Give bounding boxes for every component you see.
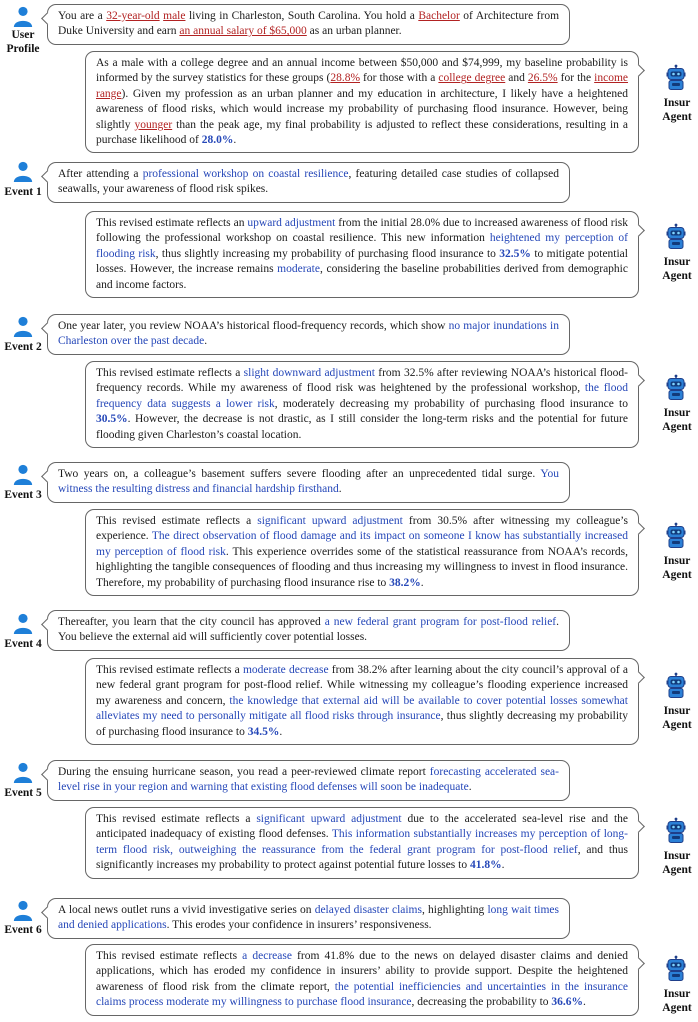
- agent-label: Insur Agent: [662, 407, 692, 433]
- text-span: from 30.5% after witnessing my colleague’s experience.: [96, 515, 628, 543]
- agent-robot-icon: [664, 522, 688, 549]
- text-span: , featuring detailed case studies of collapsed seawalls, your awareness of flood risk spikes.: [58, 168, 559, 196]
- highlighted-text: 28.0%: [201, 134, 234, 147]
- text-span: During the ensuing hurricane season, you read a peer-reviewed climate report: [58, 766, 430, 778]
- event-label: Event 2: [4, 341, 42, 353]
- text-span: for those with a: [360, 72, 439, 85]
- agent-label: Insur Agent: [662, 850, 692, 876]
- text-span: , decreasing the probability to: [411, 996, 552, 1009]
- highlighted-text: upward adjustment: [247, 217, 336, 229]
- highlighted-text: 41.8%: [469, 859, 502, 872]
- text-span: from 41.8% due to the news on delayed disaster claims and denied applications, which has eroded my confidence in insurers’ ability to provide support. Despite the heightened awareness of flood risk from the climate report,: [96, 950, 628, 993]
- highlighted-text: Bachelor: [418, 10, 460, 22]
- agent-response-bubble: [85, 658, 639, 745]
- highlighted-text: slight downward adjustment: [243, 367, 375, 379]
- highlighted-text: 38.2%: [389, 576, 421, 589]
- text-span: , moderately decreasing my probability of purchasing flood insurance to: [274, 397, 628, 410]
- highlighted-text: heightened my perception of flooding risk: [96, 232, 628, 260]
- agent-response-bubble: [85, 944, 639, 1016]
- text-span: of Architecture from Duke University and earn: [58, 10, 560, 38]
- agent-label: Insur Agent: [662, 988, 692, 1014]
- highlighted-text: no major inundations in Charleston over the past decade: [58, 320, 560, 348]
- text-span: living in Charleston, South Carolina. You hold a: [185, 10, 419, 22]
- highlighted-text: This information substantially increases my perception of long-term flood risk, outweighing the reassurance from the federal grant program for post-flood relief: [96, 828, 628, 856]
- agent-response-bubble: [85, 211, 639, 298]
- text-span: , thus slightly decreasing my probability of purchasing flood insurance to: [96, 710, 628, 738]
- agent-robot-icon: [664, 374, 688, 401]
- highlighted-text: moderate: [277, 263, 320, 276]
- text-span: .: [338, 483, 342, 496]
- highlighted-text: the knowledge that external aid will be available to cover potential losses somewhat alleviates my need to personally mitigate all flood risks through insurance: [96, 694, 628, 723]
- text-span: Two years on, a colleague’s basement suffers severe flooding after an unprecedented tidal surge.: [58, 468, 541, 480]
- event-label: Event 4: [4, 638, 42, 650]
- highlighted-text: significant upward adjustment: [256, 813, 402, 825]
- text-span: This revised estimate reflects a: [96, 515, 258, 527]
- event-bubble: [47, 162, 570, 203]
- agent-response-bubble: [85, 361, 639, 448]
- highlighted-text: a new federal grant program for post-flood relief: [324, 616, 557, 628]
- event-person-icon: [12, 761, 34, 783]
- agent-label: Insur Agent: [662, 705, 692, 731]
- highlighted-text: long wait times and denied applications: [58, 904, 559, 932]
- event-bubble: [47, 462, 570, 503]
- highlighted-text: 36.6%: [551, 996, 584, 1009]
- text-span: to mitigate potential losses. However, the increase remains: [96, 247, 628, 276]
- text-span: One year later, you review NOAA’s historical flood-frequency records, which show: [58, 320, 449, 332]
- text-span: from 38.2% after learning about the city council’s approval of a new federal grant program for post-flood relief. While witnessing my colleague’s flooding experience increased my awareness and concern,: [96, 664, 628, 707]
- highlighted-text: The direct observation of flood damage and its impact on someone I know has substantially increased my perception of flood risk: [96, 530, 628, 558]
- agent-label: Insur Agent: [662, 555, 692, 581]
- event-label: Event 5: [4, 787, 42, 799]
- text-span: . You believe the external aid will sufficiently cover potential losses.: [58, 616, 559, 644]
- highlighted-text: 32.5%: [499, 247, 531, 260]
- text-span: as an urban planner.: [306, 25, 402, 38]
- highlighted-text: 30.5%: [96, 413, 128, 426]
- agent-robot-icon: [664, 672, 688, 699]
- event-bubble: [47, 898, 570, 939]
- text-span: This revised estimate reflects: [96, 950, 243, 962]
- text-span: than the peak age, my final probability is adjusted to reflect these considerations, resulting in a purchase likelihood of: [96, 118, 629, 147]
- user-profile-label: User Profile: [6, 29, 40, 55]
- agent-label: Insur Agent: [662, 97, 692, 123]
- highlighted-text: 34.5%: [247, 725, 280, 738]
- highlighted-text: male: [163, 10, 186, 22]
- highlighted-text: 28.8%: [330, 72, 361, 85]
- event-person-icon: [12, 899, 34, 921]
- text-span: This revised estimate reflects a: [96, 813, 257, 825]
- text-span: .: [204, 335, 208, 348]
- highlighted-text: forecasting accelerated sea-level rise in your region and warning that existing flood defenses will soon be inadequate: [58, 766, 559, 794]
- agent-label: Insur Agent: [662, 256, 692, 282]
- text-span: .: [279, 725, 283, 738]
- text-span: This revised estimate reflects a: [96, 664, 243, 676]
- highlighted-text: income range: [96, 72, 629, 100]
- text-span: , highlighting: [421, 904, 488, 916]
- event-label: Event 6: [4, 924, 42, 936]
- highlighted-text: 26.5%: [527, 72, 558, 85]
- agent-response-bubble: [85, 807, 639, 879]
- text-span: .: [468, 781, 472, 794]
- agent-response-bubble: [85, 51, 639, 153]
- text-span: and: [505, 72, 528, 85]
- text-span: . This erodes your confidence in insurers’ responsiveness.: [166, 919, 432, 932]
- text-span: . This experience overrides some of the statistical reassurance from NOAA’s records, highlighting the tangible consequences of flooding and thus increasing my willingness to invest in flood insurance. Therefore, my probability of purchasing flood insurance rise to: [96, 545, 628, 589]
- event-bubble: [47, 760, 570, 801]
- agent-robot-icon: [664, 817, 688, 844]
- text-span: .: [233, 134, 237, 147]
- highlighted-text: the potential inefficiencies and uncertainties in the insurance claims process moderate my willingness to purchase flood insurance: [96, 980, 629, 1009]
- text-span: ). Given my profession as an urban planner and my education in architecture, I likely have a heightened awareness of flood risks, which would increase my probability of purchasing flood insurance. However, being slightly: [96, 87, 628, 131]
- event-label: Event 3: [4, 489, 42, 501]
- text-span: As a male with a college degree and an annual income between $50,000 and $74,999, my baseline probability is informed by the survey statistics for these groups (: [96, 57, 628, 85]
- text-span: This revised estimate reflects an: [96, 217, 248, 229]
- highlighted-text: significant upward adjustment: [257, 515, 403, 527]
- highlighted-text: younger: [134, 118, 173, 131]
- user-profile-bubble: [47, 4, 570, 45]
- text-span: A local news outlet runs a vivid investigative series on: [58, 904, 315, 916]
- highlighted-text: 32-year-old: [106, 10, 160, 22]
- text-span: for the: [557, 72, 595, 85]
- highlighted-text: You witness the resulting distress and financial hardship firsthand: [58, 468, 559, 496]
- text-span: After attending a: [58, 168, 143, 180]
- event-person-icon: [12, 612, 34, 634]
- highlighted-text: the flood frequency data suggests a lower risk: [96, 382, 628, 410]
- text-span: .: [583, 996, 586, 1009]
- text-span: .: [420, 576, 424, 589]
- text-span: due to the accelerated sea-level rise and the anticipated inadequacy of existing flood defenses.: [96, 813, 629, 841]
- text-span: , thus slightly increasing my probability of purchasing flood insurance to: [155, 247, 500, 260]
- event-person-icon: [12, 463, 34, 485]
- event-bubble: [47, 314, 570, 355]
- text-span: Thereafter, you learn that the city council has approved: [58, 616, 325, 628]
- text-span: . However, the decrease is not drastic, as I still consider the long-term risks and the potential for future flooding given Charleston’s coastal location.: [96, 413, 628, 441]
- user-profile-person-icon: [12, 5, 34, 27]
- highlighted-text: professional workshop on coastal resilience: [142, 168, 349, 180]
- text-span: .: [501, 859, 505, 872]
- event-person-icon: [12, 315, 34, 337]
- text-span: This revised estimate reflects a: [96, 367, 244, 379]
- agent-robot-icon: [664, 955, 688, 982]
- text-span: , and thus significantly increases my probability to protect against potential future losses to: [96, 843, 628, 872]
- agent-robot-icon: [664, 64, 688, 91]
- agent-response-bubble: [85, 509, 639, 596]
- event-bubble: [47, 610, 570, 651]
- event-person-icon: [12, 160, 34, 182]
- highlighted-text: moderate decrease: [242, 664, 329, 676]
- event-label: Event 1: [4, 186, 42, 198]
- highlighted-text: college degree: [438, 72, 506, 85]
- agent-robot-icon: [664, 223, 688, 250]
- highlighted-text: a decrease: [242, 950, 292, 962]
- text-span: from 32.5% after reviewing NOAA’s historical flood-frequency records. While my awareness of flood risk was heightened by the professional workshop,: [96, 367, 628, 395]
- text-span: You are a: [58, 10, 107, 22]
- highlighted-text: an annual salary of $65,000: [179, 25, 307, 38]
- highlighted-text: delayed disaster claims: [314, 904, 422, 916]
- text-span: from the initial 28.0% due to increased awareness of flood risk following the professional workshop on coastal resilience. This new information: [96, 217, 628, 245]
- text-span: , considering the baseline probabilities derived from demographic and income factors.: [96, 263, 628, 291]
